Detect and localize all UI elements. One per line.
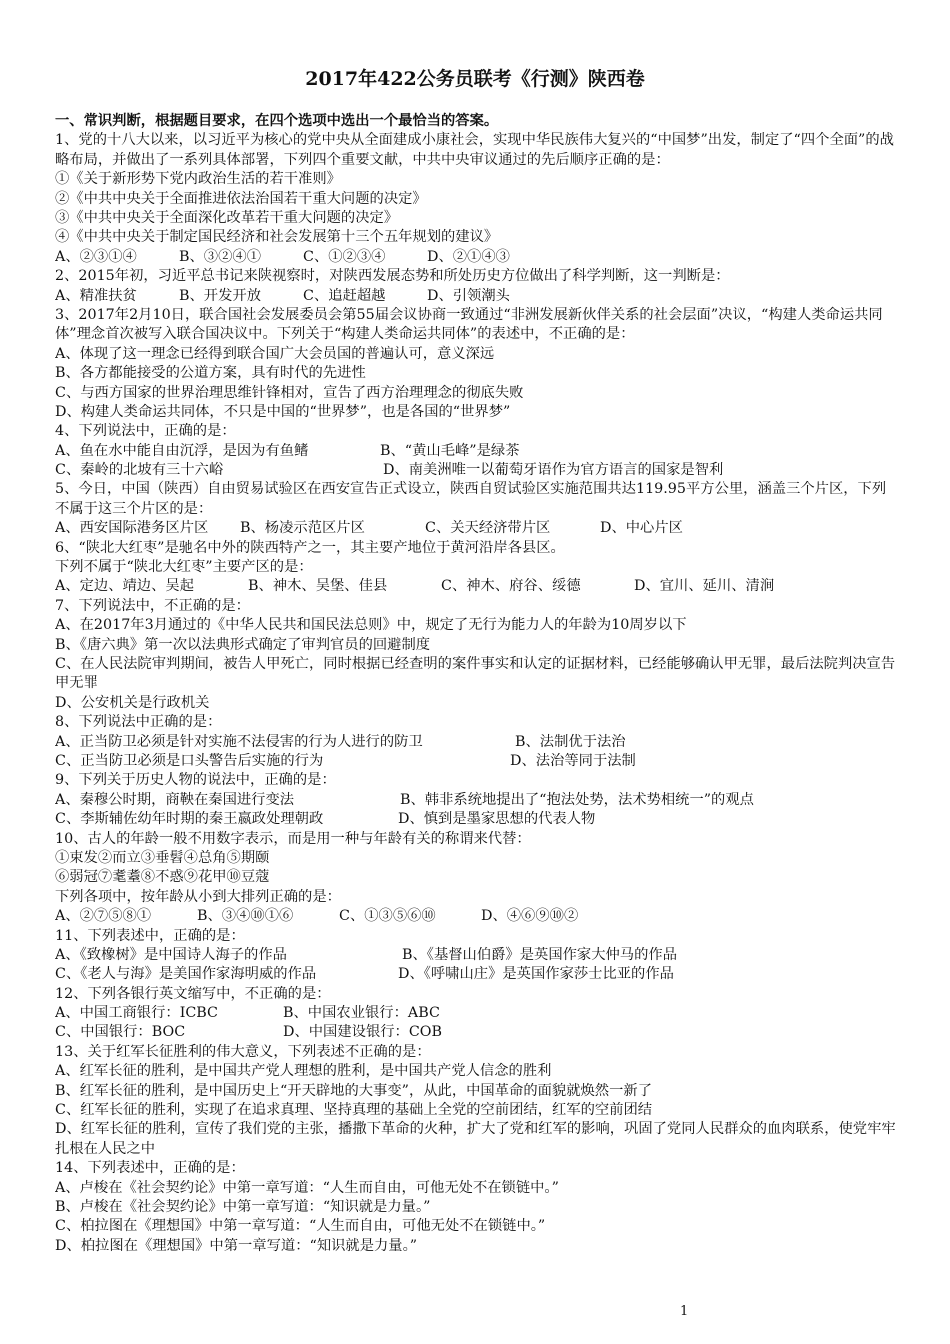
text-line: 8、下列说法中正确的是： (55, 714, 222, 731)
text-line: ④《中共中央关于制定国民经济和社会发展第十三个五年规划的建议》 (55, 229, 499, 246)
text-line: 3、2017年2月10日，联合国社会发展委员会第55届会议协商一致通过“非洲发展新伙伴关系的社会层面”决议，“构建人类命运共同体”理念首次被写入联合国决议中。下列关于“构建人类命运共同体”的表述中，不正确的是： (55, 306, 883, 343)
text-line: D、公安机关是行政机关 (55, 694, 210, 711)
answer-option: A、中国工商银行：ICBC (55, 1005, 218, 1022)
answer-option: D、中心片区 (600, 520, 683, 537)
answer-option: D、南美洲唯一以葡萄牙语作为官方语言的国家是智利 (383, 462, 724, 479)
option-line (55, 519, 900, 538)
answer-option: D、引领潮头 (427, 287, 510, 304)
option-line (55, 810, 900, 829)
text-line: 13、关于红军长征胜利的伟大意义，下列表述不正确的是： (55, 1043, 431, 1060)
text-line: ②《中共中央关于全面推进依法治国若干重大问题的决定》 (55, 190, 427, 207)
option-line (55, 752, 900, 771)
answer-option: B、③④⑩①⑥ (197, 908, 294, 925)
answer-option: A、西安国际港务区片区 (55, 520, 209, 537)
text-line: D、构建人类命运共同体，不只是中国的“世界梦”，也是各国的“世界梦” (55, 403, 511, 420)
answer-option: A、《致橡树》是中国诗人海子的作品 (55, 946, 287, 963)
text-line: 14、下列表述中，正确的是： (55, 1160, 245, 1177)
answer-option: C、正当防卫必须是口头警告后实施的行为 (55, 753, 324, 770)
text-line: 10、古人的年龄一般不用数字表示，而是用一种与年龄有关的称谓来代替： (55, 830, 531, 847)
text-line: 12、下列各银行英文缩写中，不正确的是： (55, 985, 331, 1002)
answer-option: C、秦岭的北坡有三十六峪 (55, 462, 224, 479)
answer-option: B、③②④① (179, 248, 261, 265)
answer-option: C、李斯辅佐幼年时期的秦王嬴政处理朝政 (55, 811, 324, 828)
text-line: B、各方都能接受的公道方案，具有时代的先进性 (55, 365, 366, 382)
text-line: 11、下列表述中，正确的是： (55, 927, 245, 944)
text-line: 9、下列关于历史人物的说法中，正确的是： (55, 772, 336, 789)
answer-option: B、“黄山毛峰”是绿茶 (380, 442, 520, 459)
option-line (55, 248, 900, 267)
answer-option: D、②①④③ (427, 248, 510, 265)
answer-option: A、鱼在水中能自由沉浮，是因为有鱼鳍 (55, 442, 309, 459)
text-line: 下列各项中，按年龄从小到大排列正确的是： (55, 888, 341, 905)
text-line: 2、2015年初，习近平总书记来陕视察时，对陕西发展态势和所处历史方位做出了科学判断，这一判断是： (55, 268, 730, 285)
text-line: A、体现了这一理念已经得到联合国广大会员国的普遍认可，意义深远 (55, 345, 495, 362)
answer-option: B、法制优于法治 (515, 733, 626, 750)
text-line: C、红军长征的胜利，实现了在追求真理、坚持真理的基础上全党的空前团结，红军的空前团结 (55, 1102, 653, 1119)
option-line (55, 1023, 900, 1042)
answer-option: D、中国建设银行：COB (283, 1024, 443, 1041)
text-line: ①束发②而立③垂髫④总角⑤期颐 (55, 849, 270, 866)
answer-option: B、开发开放 (179, 287, 261, 304)
text-line: A、红军长征的胜利，是中国共产党人理想的胜利，是中国共产党人信念的胜利 (55, 1063, 552, 1080)
answer-option: C、神木、府谷、绥德 (441, 578, 581, 595)
answer-option: C、中国银行：BOC (55, 1024, 186, 1041)
answer-option: B、神木、吴堡、佳县 (248, 578, 388, 595)
text-line: A、卢梭在《社会契约论》中第一章写道：“人生而自由，可他无处不在锁链中。” (55, 1179, 559, 1196)
answer-option: D、宜川、延川、清涧 (634, 578, 775, 595)
text-line: 4、下列说法中，正确的是： (55, 423, 236, 440)
option-line (55, 1004, 900, 1023)
answer-option: D、慎到是墨家思想的代表人物 (398, 811, 596, 828)
question-body (55, 112, 900, 1256)
answer-option: D、法治等同于法制 (510, 753, 636, 770)
text-line: 6、“陕北大红枣”是驰名中外的陕西特产之一，其主要产地位于黄河沿岸各县区。 (55, 539, 565, 556)
answer-option: B、韩非系统地提出了“抱法处势，法术势相统一”的观点 (400, 791, 754, 808)
text-line: 1、党的十八大以来，以习近平为核心的党中央从全面建成小康社会，实现中华民族伟大复兴的“中国梦”出发，制定了“四个全面”的战略布局，并做出了一系列具体部署，下列四个重要文献，中共中央审议通过的先后顺序正确的是： (55, 132, 894, 168)
page-title: 2017年422公务员联考《行测》陕西卷 (305, 68, 645, 90)
text-line: B、卢梭在《社会契约论》中第一章写道：“知识就是力量。” (55, 1199, 431, 1216)
option-line (55, 907, 900, 926)
answer-option: A、②⑦⑤⑧① (55, 908, 152, 925)
answer-option: A、秦穆公时期，商鞅在秦国进行变法 (55, 791, 295, 808)
answer-option: B、《基督山伯爵》是英国作家大仲马的作品 (402, 946, 677, 963)
text-line: 7、下列说法中，不正确的是： (55, 597, 250, 614)
option-line (55, 461, 900, 480)
answer-option: C、《老人与海》是美国作家海明威的作品 (55, 966, 317, 983)
answer-option: C、①③⑤⑥⑩ (339, 908, 436, 925)
text-line: C、柏拉图在《理想国》中第一章写道：“人生而自由，可他无处不在锁链中。” (55, 1218, 546, 1235)
text-line: B、红军长征的胜利，是中国历史上“开天辟地的大事变”，从此，中国革命的面貌就焕然一新了 (55, 1082, 652, 1099)
answer-option: C、关天经济带片区 (425, 520, 551, 537)
text-line: 下列不属于“陕北大红枣”主要产区的是： (55, 559, 313, 576)
answer-option: C、追赶超越 (303, 287, 386, 304)
text-line: ①《关于新形势下党内政治生活的若干准则》 (55, 171, 341, 188)
option-line (55, 733, 900, 752)
answer-option: D、④⑥⑨⑩② (481, 908, 579, 925)
option-line (55, 577, 900, 596)
text-line: D、红军长征的胜利，宣传了我们党的主张，播撒下革命的火种，扩大了党和红军的影响，巩固了党同人民群众的血肉联系，使党牢牢扎根在人民之中 (55, 1121, 896, 1157)
answer-option: C、①②③④ (303, 248, 386, 265)
answer-option: A、②③①④ (55, 248, 137, 265)
answer-option: B、中国农业银行：ABC (283, 1005, 440, 1022)
text-line: C、在人民法院审判期间，被告人甲死亡，同时根据已经查明的案件事实和认定的证据材料，已经能够确认甲无罪，最后法院判决宣告甲无罪 (55, 656, 896, 692)
option-line (55, 287, 900, 306)
text-line: C、与西方国家的世界治理思维针锋相对，宣告了西方治理理念的彻底失败 (55, 384, 524, 401)
text-line: ③《中共中央关于全面深化改革若干重大问题的决定》 (55, 209, 399, 226)
answer-option: A、正当防卫必须是针对实施不法侵害的行为人进行的防卫 (55, 733, 423, 750)
answer-option: B、杨凌示范区片区 (240, 520, 365, 537)
text-line: ⑥弱冠⑦耄耋⑧不惑⑨花甲⑩豆蔻 (55, 869, 270, 886)
section-heading: 一、常识判断，根据题目要求，在四个选项中选出一个最恰当的答案。 (55, 113, 499, 129)
option-line (55, 442, 900, 461)
page-number: 1 (680, 1304, 689, 1319)
text-line: 5、今日，中国（陕西）自由贸易试验区在西安宣告正式设立，陕西自贸试验区实施范围共达119.95平方公里，涵盖三个片区，下列不属于这三个片区的是： (55, 481, 887, 517)
option-line (55, 965, 900, 984)
answer-option: A、定边、靖边、吴起 (55, 578, 194, 595)
text-line: D、柏拉图在《理想国》中第一章写道：“知识就是力量。” (55, 1237, 418, 1254)
option-line (55, 791, 900, 810)
answer-option: D、《呼啸山庄》是英国作家莎士比亚的作品 (398, 966, 674, 983)
text-line: A、在2017年3月通过的《中华人民共和国民法总则》中，规定了无行为能力人的年龄为10周岁以下 (55, 617, 687, 634)
text-line: B、《唐六典》第一次以法典形式确定了审判官员的回避制度 (55, 636, 431, 653)
option-line (55, 946, 900, 965)
answer-option: A、精准扶贫 (55, 287, 137, 304)
